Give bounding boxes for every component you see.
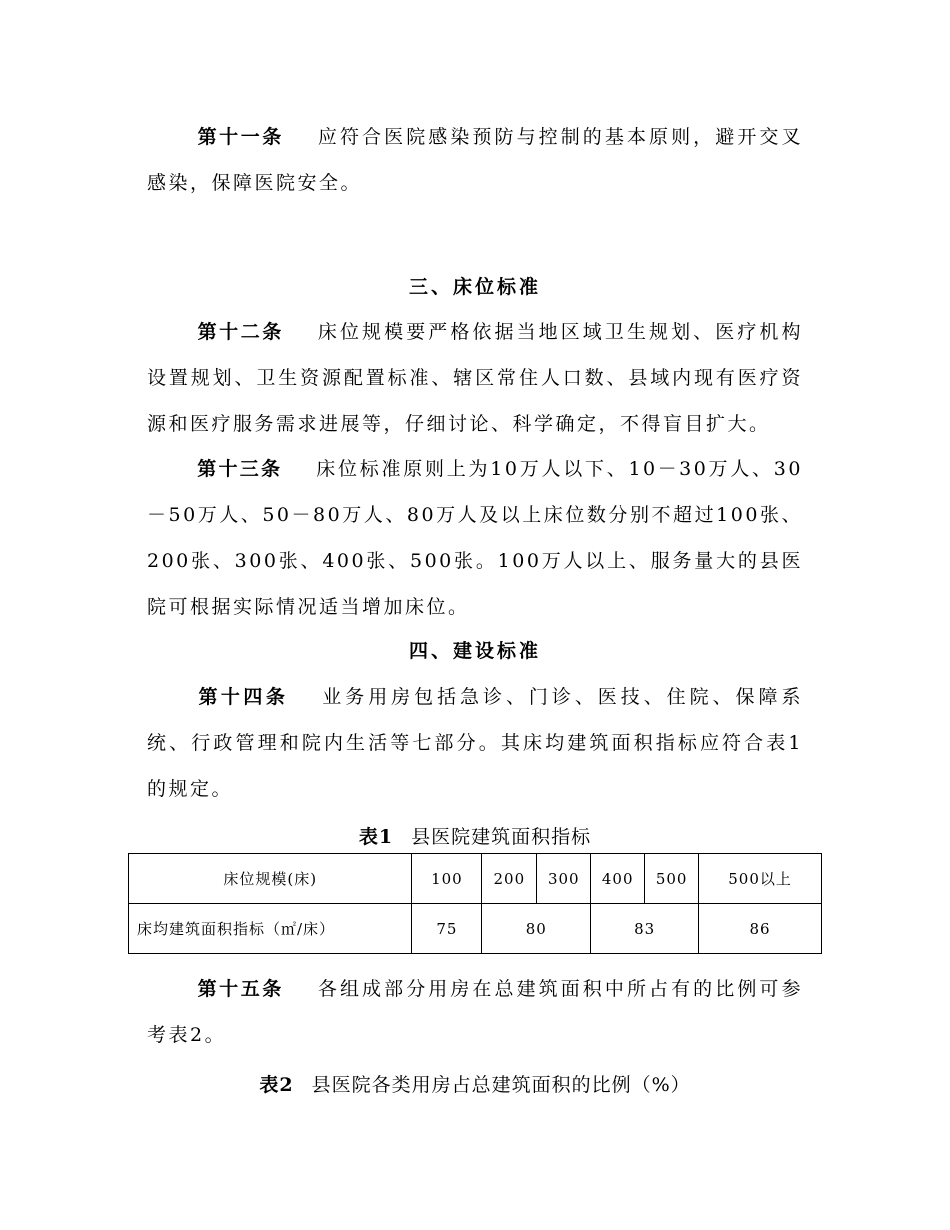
article-text: 床位规模要严格依据当地区域卫生规划、医疗机构设置规划、卫生资源配置标准、辖区常住人口数、县域内现有医疗资源和医疗服务需求进展等，仔细讨论、科学确定，不得盲目扩大。 [147,321,803,435]
table2-label: 表2 [259,1074,294,1096]
section-heading-3: 三、床位标准 [408,276,541,298]
article-15 [147,966,803,1058]
article-text: 业务用房包括急诊、门诊、医技、住院、保障系统、行政管理和院内生活等七部分。其床均建筑面积指标应符合表1的规定。 [147,686,803,800]
table1-caption [0,822,950,849]
table-header-cell: 床位规模(床) [129,854,412,904]
table-header-cell: 床均建筑面积指标（㎡/床） [129,904,412,954]
article-12 [147,309,803,447]
table2-caption [0,1070,950,1097]
table-row [129,904,822,954]
article-14 [147,674,803,812]
article-text: 应符合医院感染预防与控制的基本原则，避开交叉感染，保障医院安全。 [147,126,803,194]
article-text: 各组成部分用房在总建筑面积中所占有的比例可参考表2。 [147,978,803,1046]
table-cell: 100 [412,854,482,904]
table-row [129,854,822,904]
table-cell: 300 [537,854,591,904]
section-heading-4: 四、建设标准 [408,640,541,662]
table-cell: 400 [591,854,645,904]
article-13 [147,446,803,630]
table-cell: 500以上 [699,854,822,904]
table-cell: 83 [591,904,699,954]
article-number: 第十五条 [197,978,284,1000]
article-text: 床位标准原则上为10万人以下、10－30万人、30－50万人、50－80万人、80万人及以上床位数分别不超过100张、200张、300张、400张、500张。100万人以上、服务量大的县医院可根据实际情况适当增加床位。 [147,458,803,618]
article-number: 第十三条 [197,458,283,480]
table1-label: 表1 [358,826,394,848]
article-number: 第十一条 [197,126,284,148]
table1-title: 县医院建筑面积指标 [411,826,592,848]
table-cell: 75 [412,904,482,954]
table-cell: 86 [699,904,822,954]
bed-area-table [128,853,822,954]
article-number: 第十二条 [197,321,284,343]
table-cell: 200 [482,854,537,904]
table-cell: 80 [482,904,591,954]
table2-title: 县医院各类用房占总建筑面积的比例（%） [311,1074,691,1096]
article-number: 第十四条 [197,686,289,708]
article-11 [147,114,803,206]
table-cell: 500 [645,854,699,904]
